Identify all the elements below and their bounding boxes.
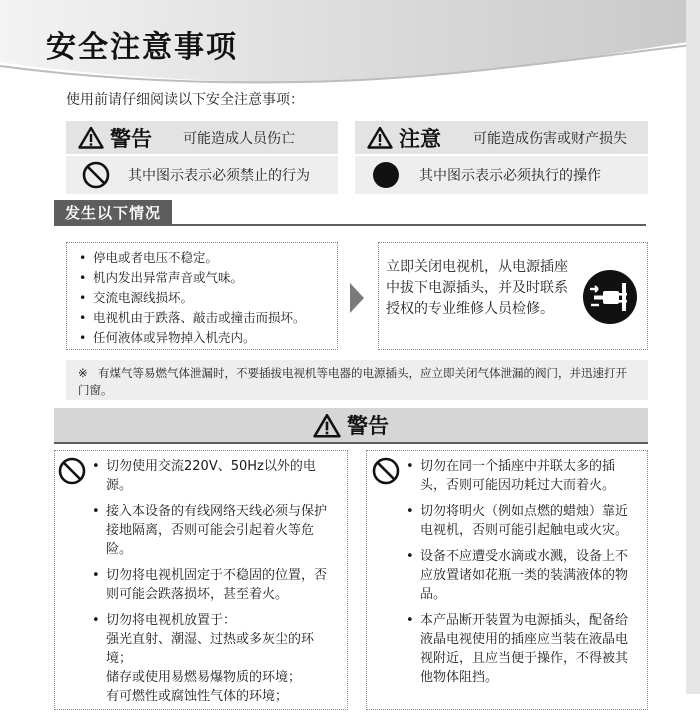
list-item: • 切勿使用交流220V、50Hz以外的电源。	[92, 457, 332, 495]
legend-mandatory-row	[355, 156, 648, 194]
unplug-icon	[582, 269, 638, 325]
list-item: • 切勿将明火（例如点燃的蜡烛）靠近电视机，否则可能引起触电或火灾。	[406, 502, 638, 540]
section-tag: 发生以下情况	[54, 200, 172, 224]
legend-caution-word: 注意	[399, 126, 441, 151]
list-item: • 交流电源线损坏。	[79, 288, 337, 308]
warning-triangle-icon	[78, 126, 104, 149]
page-title: 安全注意事项	[46, 30, 238, 65]
legend-warning-desc: 可能造成人员伤亡	[183, 130, 295, 147]
warning-triangle-icon	[313, 413, 341, 438]
legend-caution-header	[355, 121, 648, 154]
legend-caution-desc: 可能造成伤害或财产损失	[473, 130, 627, 147]
legend-warning-word: 警告	[110, 126, 152, 151]
warning-divider	[54, 442, 648, 444]
situation-list	[79, 248, 337, 348]
warning-right-column	[406, 457, 638, 694]
list-item: • 接入本设备的有线网络天线必须与保护接地隔离，否则可能会引起着火等危险。	[92, 502, 332, 559]
arrow-right-icon	[350, 283, 364, 313]
legend-prohibit-desc: 其中图示表示必须禁止的行为	[128, 168, 310, 184]
list-item: • 机内发出异常声音或气味。	[79, 268, 337, 288]
legend-prohibit-row	[66, 156, 338, 194]
warning-banner	[54, 408, 648, 442]
section-divider	[54, 224, 646, 226]
mandatory-dot-icon	[372, 161, 400, 189]
list-item: • 设备不应遭受水滴或水溅，设备上不应放置诸如花瓶一类的装满液体的物品。	[406, 547, 638, 604]
list-item: • 切勿将电视机固定于不稳固的位置，否则可能会跌落损坏，甚至着火。	[92, 566, 332, 604]
legend-warning-header	[66, 121, 338, 154]
page-edge-strip	[686, 0, 700, 694]
action-text: 立即关闭电视机，从电源插座中拔下电源插头，并及时联系授权的专业维修人员检修。	[386, 259, 568, 317]
list-item: • 切勿在同一个插座中并联太多的插头，否则可能因功耗过大而着火。	[406, 457, 638, 495]
note-box	[66, 360, 648, 400]
prohibit-icon	[82, 161, 110, 189]
note-text: 有煤气等易燃气体泄漏时，不要插拔电视机等电器的电源插头，应立即关闭气体泄漏的阀门，并迅速打开门窗。	[78, 366, 627, 397]
list-item: • 停电或者电压不稳定。	[79, 248, 337, 268]
warning-left-column	[92, 457, 332, 713]
list-item: • 电视机由于跌落、敲击或撞击而损坏。	[79, 308, 337, 328]
list-item: • 本产品断开装置为电源插头，配备给液晶电视使用的插座应当装在液晶电视附近，且应当便于操作，不得被其他物体阻挡。	[406, 611, 638, 687]
note-mark: ※	[78, 366, 88, 380]
list-item: • 切勿将电视机放置于： 强光直射、潮湿、过热或多灰尘的环境； 储存或使用易燃易爆物质的环境； 有可燃性或腐蚀性气体的环境；	[92, 611, 332, 706]
prohibit-icon	[372, 457, 400, 485]
warning-banner-title: 警告	[347, 414, 389, 438]
situation-list-box	[66, 242, 338, 350]
intro-text: 使用前请仔细阅读以下安全注意事项：	[66, 92, 304, 108]
list-item: • 任何液体或异物掉入机壳内。	[79, 328, 337, 348]
legend-mandatory-desc: 其中图示表示必须执行的操作	[419, 168, 601, 184]
prohibit-icon	[58, 457, 86, 485]
caution-triangle-icon	[367, 126, 393, 149]
